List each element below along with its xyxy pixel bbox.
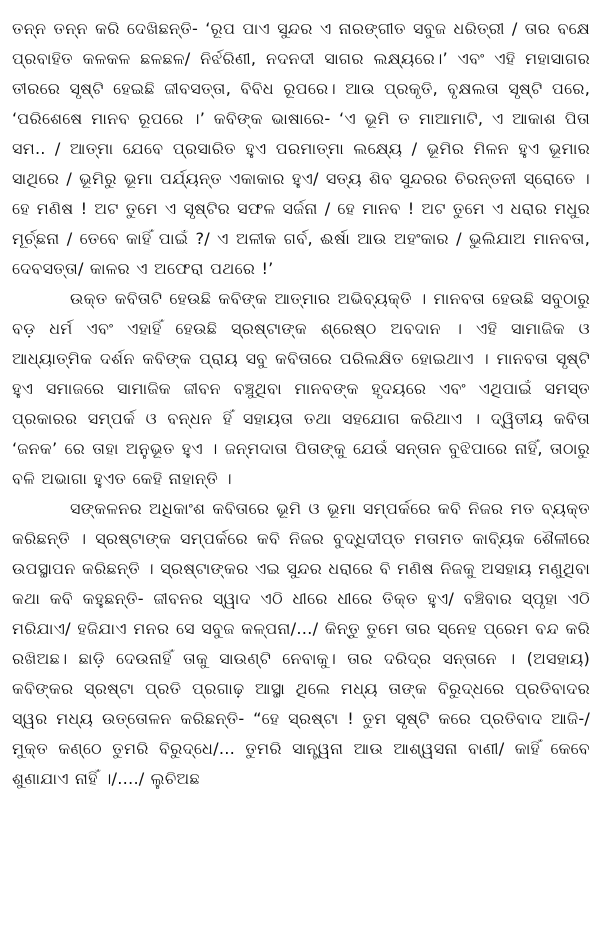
paragraph-1: ତନ୍ନ ତନ୍ନ କରି ଦେଖିଛନ୍ତି- ‘ରୂପ ପାଏ ସୁନ୍ଦର ଏ ନାରଙ୍ଗୀତ ସବୁଜ ଧରିତ୍ରୀ / ତାର ବକ୍ଷେ ପ୍ରବାହିତ କଳକଳ ଛଳଛଳ/ ନିର୍ଝରିଣୀ, ନଦନଦୀ ସାଗର ଲକ୍ଷ୍ୟରେ।’ ଏବଂ ଏହି ମହାସାଗର ତୀରରେ ସୃଷ୍ଟି ହେଇଛି ଜୀବସତ୍ତା, ବିବିଧ ରୂପରେ। ଆଉ ପ୍ରକୃତି, ବୃକ୍ଷଲତା ସୃଷ୍ଟି ପରେ, ‘ପରିଶେଷେ ମାନବ ରୂପରେ ।’ କବିଙ୍କ ଭାଷାରେ- ‘ଏ ଭୂମି ତ ମାଆମାଟି, ଏ ଆକାଶ ପିତା ସମ.. / ଆତ୍ମା ଯେବେ ପ୍ରସାରିତ ହୁଏ ପରମାତ୍ମା ଲକ୍ଷ୍ୟେ / ଭୂମିର ମିଳନ ହୁଏ ଭୂମାର ସାଥିରେ / ଭୂମିରୁ ଭୂମା ପର୍ଯ୍ୟନ୍ତ ଏକାକାର ହୁଏ/ ସତ୍ୟ ଶିବ ସୁନ୍ଦରର ଚିରନ୍ତନୀ ସ୍ରୋତେ । ହେ ମଣିଷ ! ଅଟ ତୁମେ ଏ ସୃଷ୍ଟିର ସଫଳ ସର୍ଜନା / ହେ ମାନବ ! ଅଟ ତୁମେ ଏ ଧରାର ମଧୁର ମୂର୍ଚ୍ଛନା / ତେବେ କାହିଁ ପାଇଁ ?/ ଏ ଅଳୀକ ଗର୍ବ, ଈର୍ଷା ଆଉ ଅହଂକାର / ଭୁଲିଯାଅ ମାନବତା, ଦେବସତ୍ତା/ କାଳର ଏ ଅଫେରା ପଥରେ !’: [12, 19, 590, 278]
paragraph-2: ଉକ୍ତ କବିତାଟି ହେଉଛି କବିଙ୍କ ଆତ୍ମାର ଅଭିବ୍ୟକ୍ତି । ମାନବତା ହେଉଛି ସବୁଠାରୁ ବଡ଼ ଧର୍ମ ଏବଂ ଏହାହିଁ ହେଉଛି ସ୍ରଷ୍ଟାଙ୍କ ଶ୍ରେଷ୍ଠ ଅବଦାନ । ଏହି ସାମାଜିକ ଓ ଆଧ୍ୟାତ୍ମିକ ଦର୍ଶନ କବିଙ୍କ ପ୍ରାୟ ସବୁ କବିତାରେ ପରିଲକ୍ଷିତ ହୋଇଥାଏ । ମାନବତା ସୃଷ୍ଟି ହୁଏ ସମାଜରେ ସାମାଜିକ ଜୀବନ ବଞ୍ଚୁଥିବା ମାନବଙ୍କ ହୃଦୟରେ ଏବଂ ଏଥିପାଇଁ ସମସ୍ତ ପ୍ରକାରର ସମ୍ପର୍କ ଓ ବନ୍ଧନ ହିଁ ସହାୟତା ତଥା ସହଯୋଗ କରିଥାଏ । ଦ୍ୱିତୀୟ କବିତା ‘ଜନକ’ ରେ ତାହା ଅନୁଭୂତ ହୁଏ । ଜନ୍ମଦାତା ପିତାଙ୍କୁ ଯେଉଁ ସନ୍ତାନ ବୁଝିପାରେ ନାହିଁ, ତାଠାରୁ ବଳି ଅଭାଗା ହୁଏତ କେହି ନାହାନ୍ତି ।: [12, 289, 590, 488]
paragraph-3: ସଙ୍କଳନର ଅଧିକାଂଶ କବିତାରେ ଭୂମି ଓ ଭୂମା ସମ୍ପର୍କରେ କବି ନିଜର ମତ ବ୍ୟକ୍ତ କରିଛନ୍ତି । ସ୍ରଷ୍ଟାଙ୍କ ସମ୍ପର୍କରେ କବି ନିଜର ବୁଦ୍ଧିଦୀପ୍ତ ମତାମତ କାବ୍ୟିକ ଶୈଳୀରେ ଉପସ୍ଥାପନ କରିଛନ୍ତି । ସ୍ରଷ୍ଟାଙ୍କର ଏଇ ସୁନ୍ଦର ଧରାରେ ବି ମଣିଷ ନିଜକୁ ଅସହାୟ ମଣୁଥିବା କଥା କବି କହୁଛନ୍ତି- ଜୀବନର ସ୍ୱାଦ ଏଠି ଧୀରେ ଧୀରେ ତିକ୍ତ ହୁଏ/ ବଞ୍ଚିବାର ସ୍ପୃହା ଏଠି ମରିଯାଏ/ ହଜିଯାଏ ମନର ସେ ସବୁଜ କଳ୍ପନା/…/ କିନ୍ତୁ ତୁମେ ତାର ସ୍ନେହ ପ୍ରେମ ବନ୍ଦ କରି ରଖିଅଛ। ଛାଡ଼ି ଦେଉନାହିଁ ତାକୁ ସାଉଣ୍ଟି ନେବାକୁ। ତାର ଦରିଦ୍ର ସନ୍ତାନେ । (ଅସହାୟ) କବିଙ୍କର ସ୍ରଷ୍ଟା ପ୍ରତି ପ୍ରଗାଢ଼ ଆସ୍ଥା ଥିଲେ ମଧ୍ୟ ତାଙ୍କ ବିରୁଦ୍ଧରେ ପ୍ରତିବାଦର ସ୍ୱର ମଧ୍ୟ ଉତ୍ତୋଳନ କରିଛନ୍ତି- “ହେ ସ୍ରଷ୍ଟା ! ତୁମ ସୃଷ୍ଟି କରେ ପ୍ରତିବାଦ ଆଜି-/ ମୁକ୍ତ କଣ୍ଠେ ତୁମରି ବିରୁଦ୍ଧେ/… ତୁମରି ସାନ୍ତ୍ୱନା ଆଉ ଆଶ୍ୱସନା ବାଣୀ/ କାହିଁ କେବେ ଶୁଣାଯାଏ ନାହିଁ ।/…./ ଲୁଚିଅଛ: [12, 499, 590, 788]
